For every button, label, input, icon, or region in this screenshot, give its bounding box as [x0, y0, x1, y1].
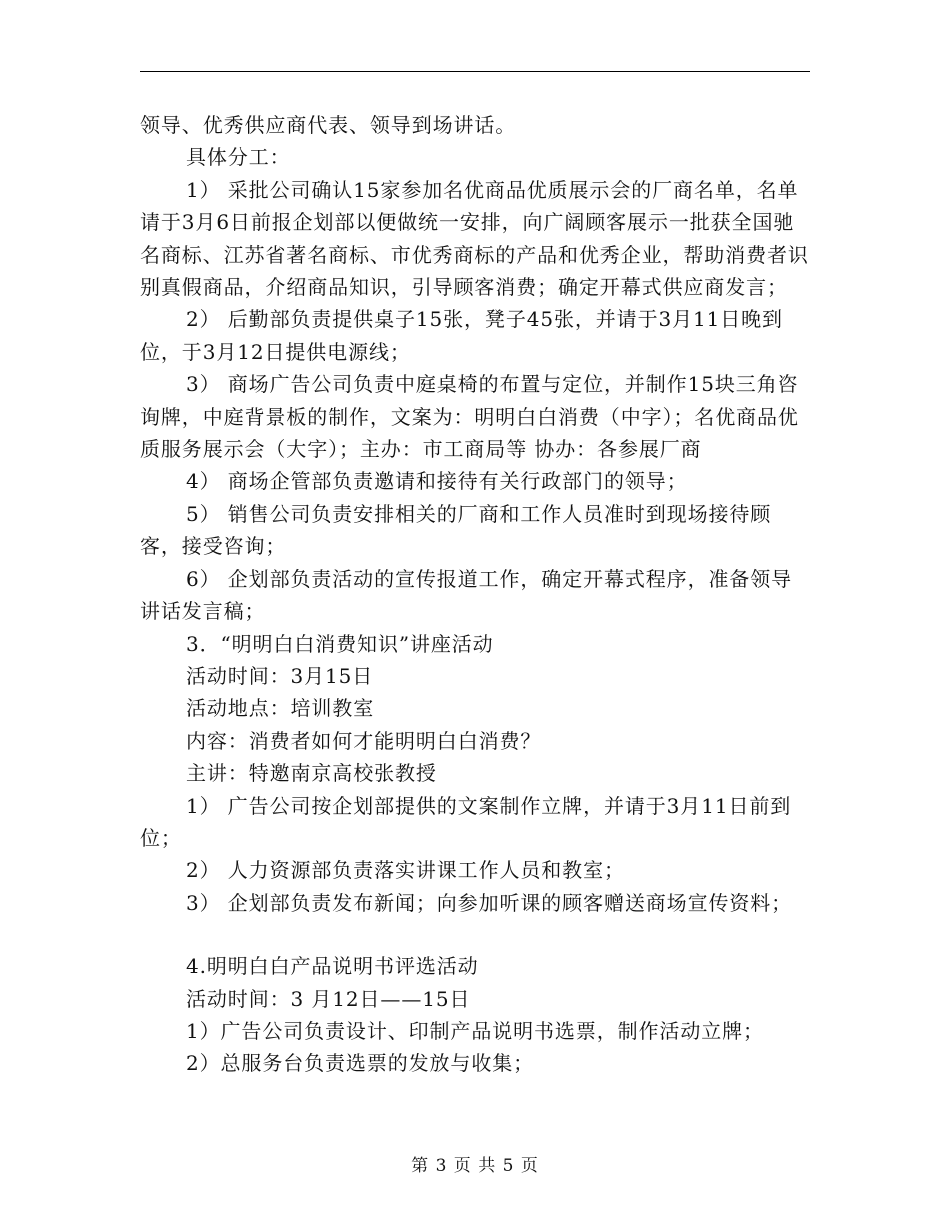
- page-footer: [0, 1154, 950, 1178]
- paragraph: 活动时间：3 月12日——15日: [186, 986, 471, 1011]
- paragraph: 6） 企划部负责活动的宣传报道工作，确定开幕式程序，准备领导讲话发言稿；: [140, 566, 793, 624]
- paragraph: 4） 商场企管部负责邀请和接待有关行政部门的领导；: [186, 469, 688, 494]
- paragraph: 1）广告公司负责设计、印制产品说明书选票，制作活动立牌；: [186, 1018, 764, 1043]
- paragraph: 2）总服务台负责选票的发放与收集；: [186, 1051, 535, 1076]
- page-number: 第 3 页 共 5 页: [411, 1156, 539, 1176]
- document-body: [140, 109, 810, 1080]
- paragraph: 活动地点：培训教室: [186, 696, 375, 721]
- paragraph: 1） 采批公司确认15家参加名优商品优质展示会的厂商名单，名单请于3月6日前报企划部以便做统一安排，向广阔顾客展示一批获全国驰名商标、江苏省著名商标、市优秀商标的产品和优秀企业，帮助消费者识别真假商品，介绍商品知识，引导顾客消费；确定开幕式供应商发言；: [140, 177, 809, 300]
- header-rule: [140, 71, 810, 72]
- paragraph: 2） 后勤部负责提供桌子15张，凳子45张，并请于3月11日晚到位，于3月12日提供电源线；: [140, 307, 783, 364]
- paragraph: 活动时间：3月15日: [186, 663, 374, 688]
- paragraph: 5） 销售公司负责安排相关的厂商和工作人员准时到现场接待顾客，接受咨询；: [140, 501, 772, 559]
- paragraph: 主讲：特邀南京高校张教授: [186, 761, 437, 786]
- paragraph: 3） 商场广告公司负责中庭桌椅的布置与定位，并制作15块三角咨询牌，中庭背景板的制作，文案为：明明白白消费（中字）；名优商品优质服务展示会（大字）；主办：市工商局等 协办：各参展厂商: [140, 372, 799, 462]
- section-heading: 4.明明白白产品说明书评选活动: [186, 954, 479, 979]
- section-heading: 3．“明明白白消费知识”讲座活动: [186, 631, 494, 656]
- paragraph: 具体分工：: [186, 145, 291, 170]
- paragraph: 3） 企划部负责发布新闻；向参加听课的顾客赠送商场宣传资料；: [186, 890, 793, 915]
- paragraph: 领导、优秀供应商代表、领导到场讲话。: [140, 113, 517, 137]
- paragraph: 内容：消费者如何才能明明白白消费？: [186, 728, 542, 753]
- paragraph: 2） 人力资源部负责落实讲课工作人员和教室；: [186, 858, 625, 883]
- paragraph: 1） 广告公司按企划部提供的文案制作立牌，并请于3月11日前到位；: [140, 793, 792, 850]
